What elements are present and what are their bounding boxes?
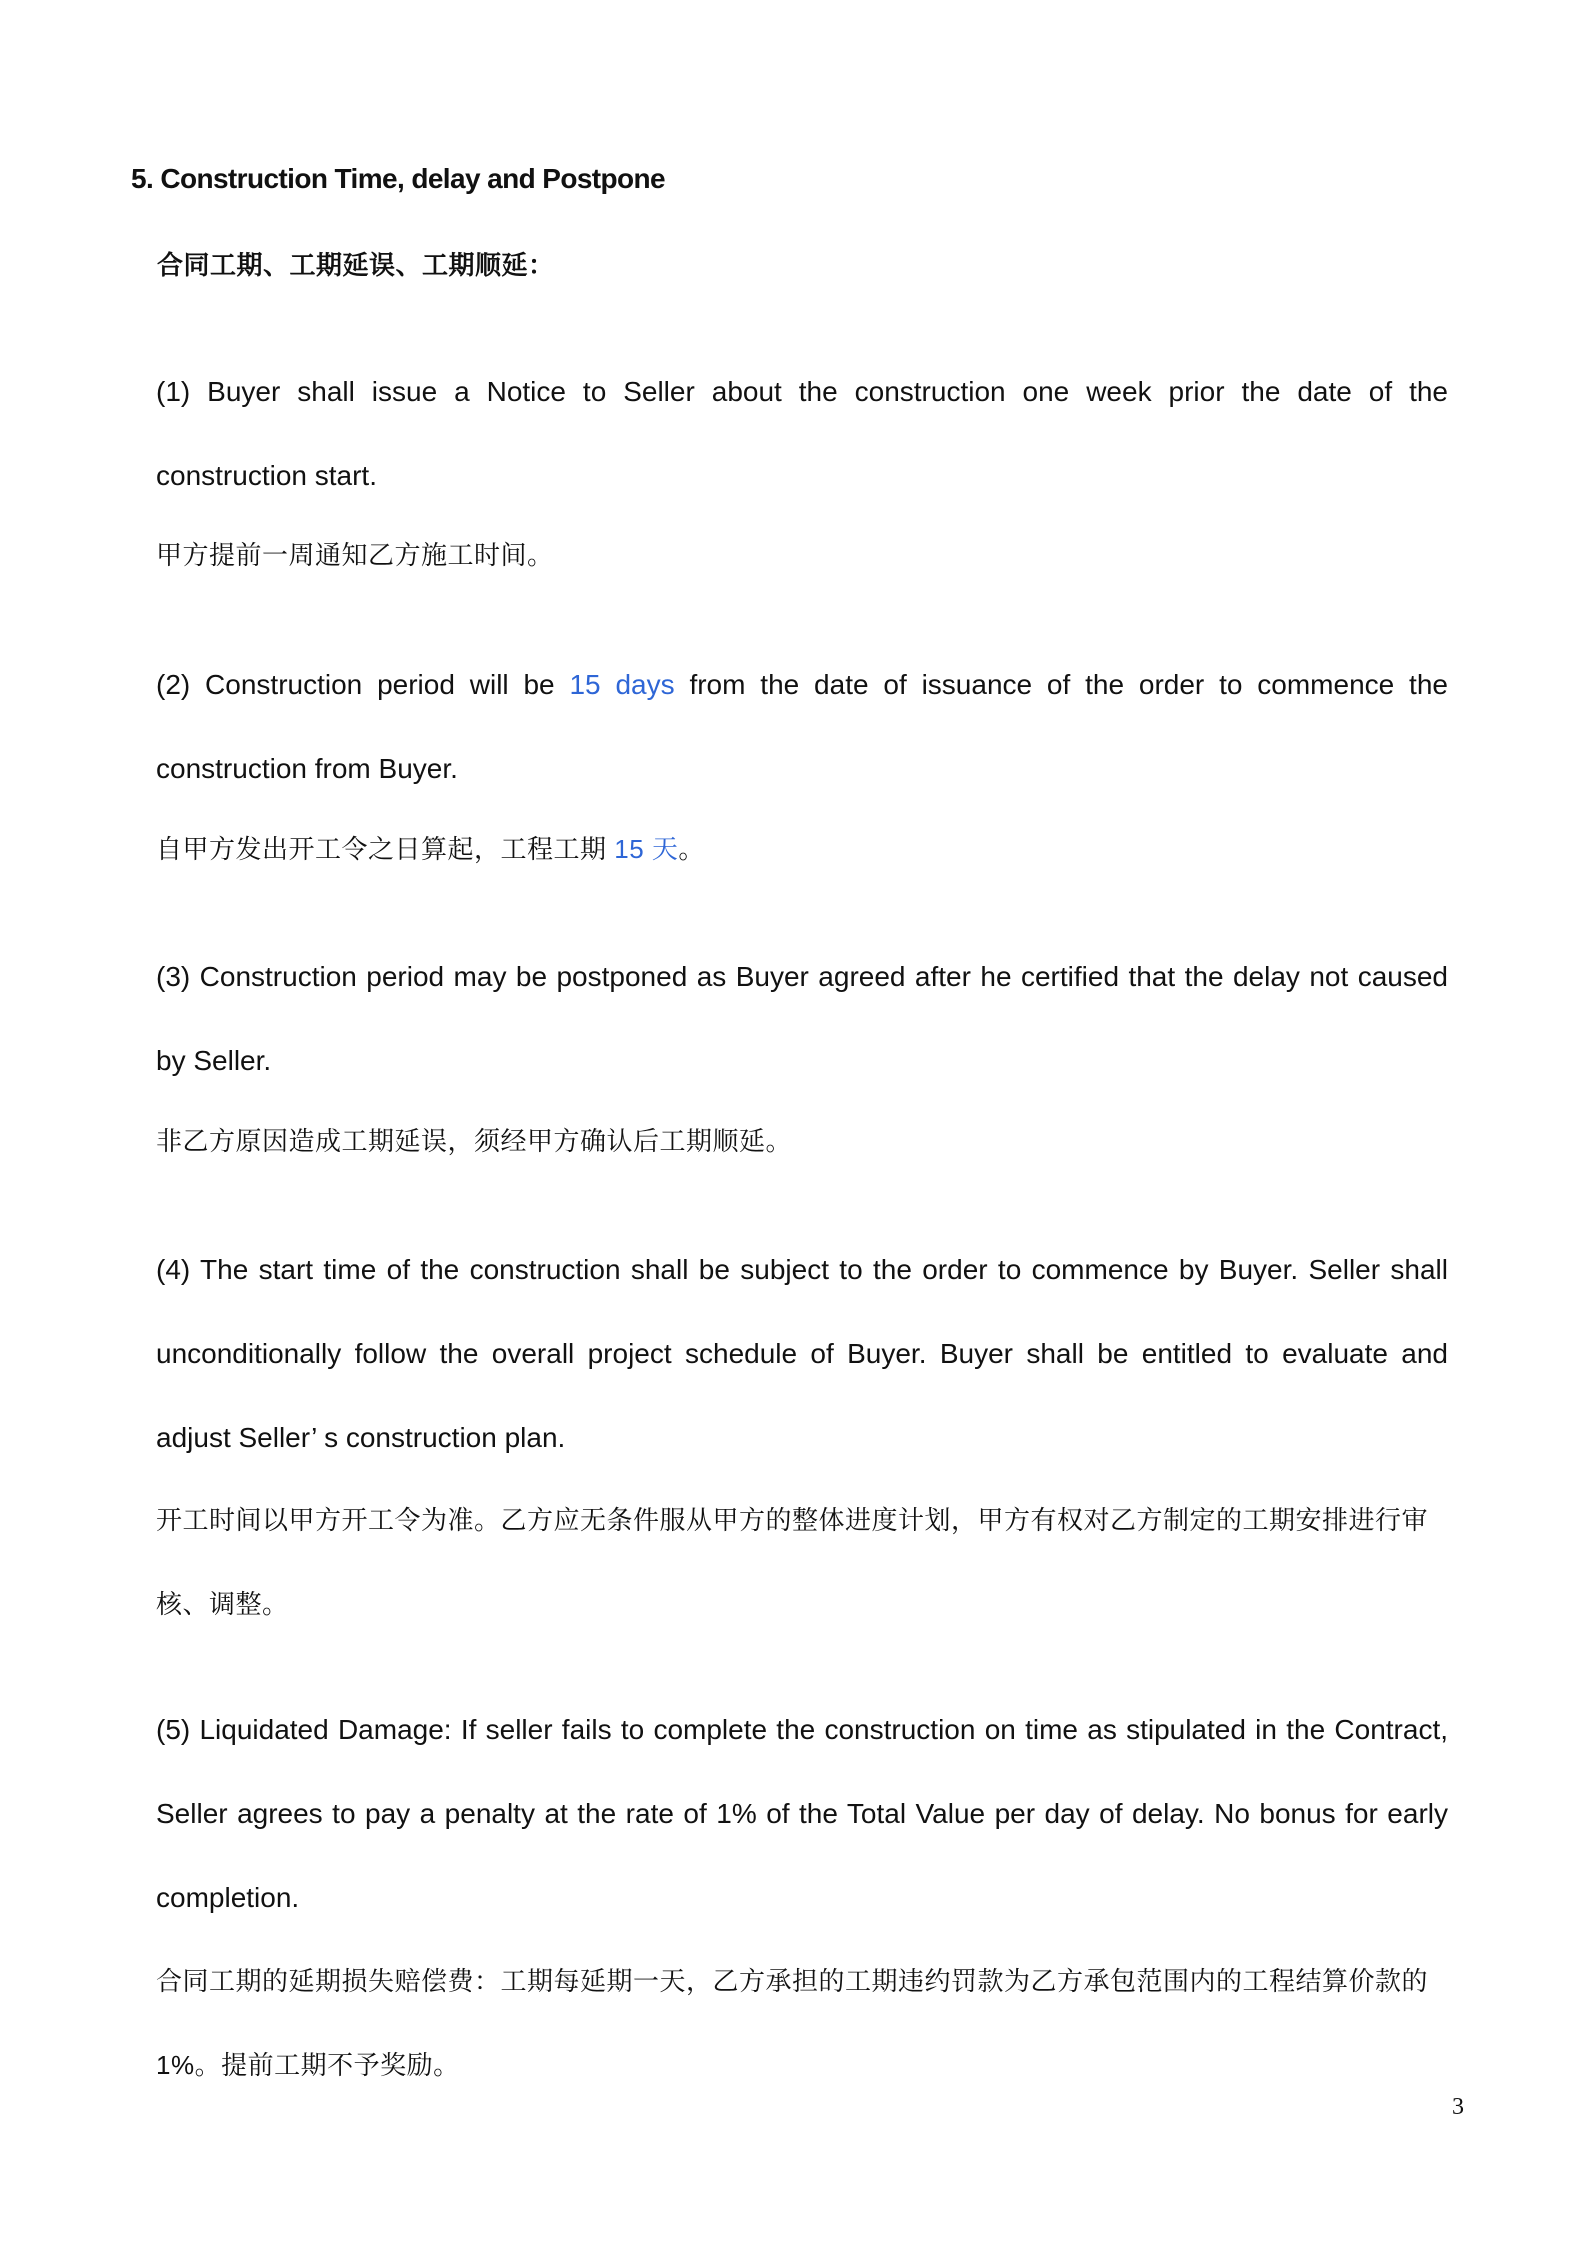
construction-days-highlight: 15 days: [569, 669, 675, 700]
clause-4-chinese: 开工时间以甲方开工令为准。乙方应无条件服从甲方的整体进度计划，甲方有权对乙方制定的工期安排进行审核、调整。: [156, 1505, 1429, 1619]
clause-3-english: (3) Construction period may be postponed as Buyer agreed after he certified that the delay not caused by Seller.: [156, 961, 1448, 1076]
clause-2-zh-before: 自甲方发出开工令之日算起，工程工期: [156, 834, 615, 864]
clause-2-zh-after: 。: [678, 834, 705, 864]
construction-days-zh-highlight: 15 天: [614, 834, 679, 864]
clause-5-english: (5) Liquidated Damage: If seller fails to complete the construction on time as stipulated in the Contract, Seller agrees to pay a penalty at the rate of 1% of the Total Value per day of delay. No bonus for early completion.: [156, 1714, 1448, 1913]
clause-2-chinese: [156, 807, 1448, 891]
page-number: 3: [1452, 2094, 1464, 2120]
clause-2-text-before: (2) Construction period will be: [156, 669, 570, 700]
clause-4-english: (4) The start time of the construction shall be subject to the order to commence by Buyer. Seller shall unconditionally follow the overall project schedule of Buyer. Buyer shall be entitled to evaluate and adjust Seller’ s construction plan.: [156, 1254, 1448, 1453]
clause-2-english: [156, 643, 1448, 811]
clause-3-chinese: 非乙方原因造成工期延误，须经甲方确认后工期顺延。: [156, 1126, 793, 1156]
clause-1-english: (1) Buyer shall issue a Notice to Seller about the construction one week prior the date of the construction start.: [156, 376, 1448, 491]
clause-5-chinese: 合同工期的延期损失赔偿费：工期每延期一天，乙方承担的工期违约罚款为乙方承包范围内的工程结算价款的 1%。提前工期不予奖励。: [156, 1966, 1429, 2080]
section-title-chinese: 合同工期、工期延误、工期顺延：: [157, 250, 555, 280]
clause-1-chinese: 甲方提前一周通知乙方施工时间。: [156, 540, 554, 570]
section-title: 5. Construction Time, delay and Postpone: [131, 163, 666, 194]
clause-2-text-after: from the date of issuance of the order to commence the construction from Buyer.: [156, 669, 1448, 784]
